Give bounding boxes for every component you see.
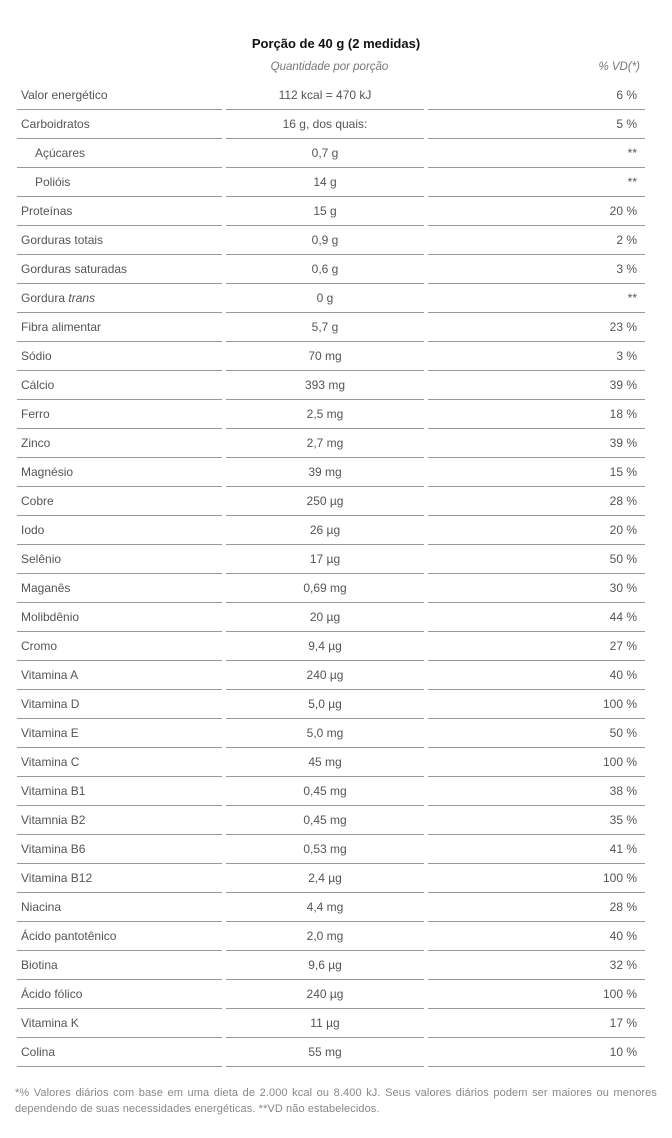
nutrient-quantity: 26 µg	[226, 516, 424, 545]
table-row	[17, 835, 645, 864]
nutrient-name-text: Vitamina A	[21, 668, 79, 682]
nutrient-quantity: 0,9 g	[226, 226, 424, 255]
nutrient-name	[17, 81, 222, 110]
nutrient-name	[17, 690, 222, 719]
nutrient-vd: 39 %	[428, 429, 645, 458]
nutrient-name-text: Gorduras saturadas	[21, 262, 128, 276]
nutrient-vd: 38 %	[428, 777, 645, 806]
nutrient-name	[17, 545, 222, 574]
nutrient-name	[17, 632, 222, 661]
table-row	[17, 748, 645, 777]
nutrient-vd: 15 %	[428, 458, 645, 487]
nutrient-vd: 100 %	[428, 980, 645, 1009]
nutrient-vd: 10 %	[428, 1038, 645, 1067]
nutrient-quantity: 5,7 g	[226, 313, 424, 342]
table-row	[17, 690, 645, 719]
nutrient-quantity: 2,5 mg	[226, 400, 424, 429]
nutrient-quantity: 0,45 mg	[226, 777, 424, 806]
nutrient-name-text: Ácido pantotênico	[21, 929, 117, 943]
nutrient-vd: 44 %	[428, 603, 645, 632]
nutrient-quantity: 9,4 µg	[226, 632, 424, 661]
table-row	[17, 371, 645, 400]
table-row	[17, 168, 645, 197]
nutrient-vd: 100 %	[428, 748, 645, 777]
table-row	[17, 1038, 645, 1067]
nutrient-name-text: Iodo	[21, 523, 45, 537]
nutrient-vd: 5 %	[428, 110, 645, 139]
nutrient-quantity: 17 µg	[226, 545, 424, 574]
nutrient-name-text: Gorduras totais	[21, 233, 104, 247]
table-row	[17, 226, 645, 255]
nutrient-name	[17, 168, 222, 197]
nutrient-name	[17, 603, 222, 632]
table-row	[17, 632, 645, 661]
nutrient-vd: 20 %	[428, 197, 645, 226]
nutrient-vd: 28 %	[428, 487, 645, 516]
table-row	[17, 545, 645, 574]
nutrient-name	[17, 284, 222, 313]
nutrient-quantity: 2,0 mg	[226, 922, 424, 951]
nutrient-name-text: Selênio	[21, 552, 62, 566]
nutrient-name	[17, 806, 222, 835]
nutrient-quantity: 45 mg	[226, 748, 424, 777]
nutrient-name	[17, 226, 222, 255]
nutrient-quantity: 250 µg	[226, 487, 424, 516]
nutrient-vd: 100 %	[428, 690, 645, 719]
table-header	[17, 61, 653, 77]
table-row	[17, 342, 645, 371]
nutrient-name	[17, 458, 222, 487]
nutrient-name	[17, 1009, 222, 1038]
nutrient-name-text: Vitamina E	[21, 726, 79, 740]
nutrient-vd: 39 %	[428, 371, 645, 400]
nutrient-name	[17, 1038, 222, 1067]
table-row	[17, 429, 645, 458]
nutrient-vd: 20 %	[428, 516, 645, 545]
nutrient-quantity: 9,6 µg	[226, 951, 424, 980]
nutrient-name	[17, 922, 222, 951]
table-row	[17, 313, 645, 342]
table-row	[17, 516, 645, 545]
nutrient-name-text: Fibra alimentar	[21, 320, 102, 334]
nutrient-name-text: Açúcares	[35, 146, 86, 160]
nutrient-quantity: 112 kcal = 470 kJ	[226, 81, 424, 110]
nutrient-vd: 50 %	[428, 719, 645, 748]
nutrient-vd: 41 %	[428, 835, 645, 864]
nutrient-name-text: Carboidratos	[21, 117, 90, 131]
nutrient-quantity: 4,4 mg	[226, 893, 424, 922]
nutrient-quantity: 11 µg	[226, 1009, 424, 1038]
nutrient-name-text: Biotina	[21, 958, 58, 972]
nutrient-name	[17, 487, 222, 516]
nutrient-name-text: Vitamina K	[21, 1016, 79, 1030]
nutrient-name	[17, 980, 222, 1009]
nutrient-quantity: 0,7 g	[226, 139, 424, 168]
nutrient-name	[17, 719, 222, 748]
nutrient-vd: 35 %	[428, 806, 645, 835]
nutrient-quantity: 39 mg	[226, 458, 424, 487]
nutrient-quantity: 5,0 mg	[226, 719, 424, 748]
nutrient-name-text: Vitamina B12	[21, 871, 93, 885]
nutrient-vd: 3 %	[428, 342, 645, 371]
nutrient-name	[17, 400, 222, 429]
nutrient-name	[17, 748, 222, 777]
nutrient-name	[17, 197, 222, 226]
table-row	[17, 893, 645, 922]
nutrient-quantity: 2,4 µg	[226, 864, 424, 893]
nutrient-quantity: 240 µg	[226, 980, 424, 1009]
nutrient-name-text: Vitamina B6	[21, 842, 86, 856]
nutrient-vd: 40 %	[428, 661, 645, 690]
table-row	[17, 864, 645, 893]
nutrient-quantity: 2,7 mg	[226, 429, 424, 458]
table-row	[17, 284, 645, 313]
nutrient-quantity: 0,6 g	[226, 255, 424, 284]
nutrient-name-text: Cromo	[21, 639, 58, 653]
nutrient-name-text: Ácido fólico	[21, 987, 83, 1001]
nutrient-name-italic: trans	[68, 291, 96, 305]
nutrient-vd: 40 %	[428, 922, 645, 951]
nutrient-name-text: Vitamina B1	[21, 784, 86, 798]
nutrient-quantity: 0,69 mg	[226, 574, 424, 603]
nutrient-name-text: Vitamnia B2	[21, 813, 86, 827]
nutrient-vd: 27 %	[428, 632, 645, 661]
table-title: Porção de 40 g (2 medidas)	[251, 36, 421, 51]
header-quantity: Quantidade por porção	[270, 61, 389, 73]
nutrient-quantity: 15 g	[226, 197, 424, 226]
table-row	[17, 922, 645, 951]
footnote: *% Valores diários com base em uma dieta de 2.000 kcal ou 8.400 kJ. Seus valores diários podem ser maiores ou menores dependendo de suas necessidades energéticas. **VD não estabelecidos.	[15, 1087, 657, 1115]
nutrient-name-text: Cálcio	[21, 378, 55, 392]
nutrient-name	[17, 661, 222, 690]
table-row	[17, 603, 645, 632]
nutrient-name	[17, 574, 222, 603]
nutrient-name-text: Ferro	[21, 407, 50, 421]
nutrient-vd: **	[428, 284, 645, 313]
nutrient-name	[17, 255, 222, 284]
table-row	[17, 487, 645, 516]
table-row	[17, 110, 645, 139]
nutrient-name	[17, 371, 222, 400]
nutrient-name-text: Vitamina C	[21, 755, 80, 769]
nutrient-name	[17, 864, 222, 893]
table-row	[17, 400, 645, 429]
table-row	[17, 951, 645, 980]
nutrient-quantity: 393 mg	[226, 371, 424, 400]
nutrient-name-text: Colina	[21, 1045, 56, 1059]
table-row	[17, 1009, 645, 1038]
nutrient-name-text: Proteínas	[21, 204, 73, 218]
nutrient-name-text: Valor energético	[21, 88, 108, 102]
nutrient-name-text: Vitamina D	[21, 697, 80, 711]
nutrient-quantity: 20 µg	[226, 603, 424, 632]
nutrient-name-text: Cobre	[21, 494, 54, 508]
table-row	[17, 81, 645, 110]
nutrient-quantity: 240 µg	[226, 661, 424, 690]
nutrient-name	[17, 313, 222, 342]
nutrient-vd: 50 %	[428, 545, 645, 574]
nutrient-name	[17, 893, 222, 922]
header-vd: % VD(*)	[598, 61, 640, 73]
nutrient-vd: 17 %	[428, 1009, 645, 1038]
nutrient-name	[17, 951, 222, 980]
nutrient-quantity: 0,53 mg	[226, 835, 424, 864]
nutrient-name-text: Polióis	[35, 175, 71, 189]
table-row	[17, 980, 645, 1009]
nutrient-name	[17, 777, 222, 806]
nutrient-vd: 3 %	[428, 255, 645, 284]
nutrition-table	[13, 81, 649, 1067]
nutrient-vd: 18 %	[428, 400, 645, 429]
nutrient-vd: **	[428, 139, 645, 168]
nutrient-quantity: 16 g, dos quais:	[226, 110, 424, 139]
table-row	[17, 661, 645, 690]
nutrient-quantity: 70 mg	[226, 342, 424, 371]
nutrient-name	[17, 835, 222, 864]
nutrient-name-text: Maganês	[21, 581, 71, 595]
table-row	[17, 458, 645, 487]
nutrient-vd: 28 %	[428, 893, 645, 922]
table-row	[17, 719, 645, 748]
nutrient-quantity: 5,0 µg	[226, 690, 424, 719]
nutrient-name-text: Niacina	[21, 900, 62, 914]
nutrient-name-text: Magnésio	[21, 465, 74, 479]
table-row	[17, 806, 645, 835]
nutrient-vd: 100 %	[428, 864, 645, 893]
nutrient-name-text: Gordura	[21, 291, 66, 305]
nutrient-quantity: 0,45 mg	[226, 806, 424, 835]
nutrient-quantity: 14 g	[226, 168, 424, 197]
table-row	[17, 139, 645, 168]
nutrient-vd: 2 %	[428, 226, 645, 255]
table-row	[17, 197, 645, 226]
table-row	[17, 574, 645, 603]
nutrient-name	[17, 342, 222, 371]
nutrient-vd: 6 %	[428, 81, 645, 110]
nutrient-vd: 23 %	[428, 313, 645, 342]
nutrient-name-text: Molibdênio	[21, 610, 80, 624]
nutrient-vd: 30 %	[428, 574, 645, 603]
table-row	[17, 255, 645, 284]
nutrient-name-text: Sódio	[21, 349, 52, 363]
nutrient-name	[17, 110, 222, 139]
nutrient-vd: **	[428, 168, 645, 197]
nutrient-name-text: Zinco	[21, 436, 51, 450]
nutrient-vd: 32 %	[428, 951, 645, 980]
table-row	[17, 777, 645, 806]
nutrient-name	[17, 139, 222, 168]
nutrient-name	[17, 516, 222, 545]
nutrient-name	[17, 429, 222, 458]
nutrient-quantity: 55 mg	[226, 1038, 424, 1067]
nutrient-quantity: 0 g	[226, 284, 424, 313]
